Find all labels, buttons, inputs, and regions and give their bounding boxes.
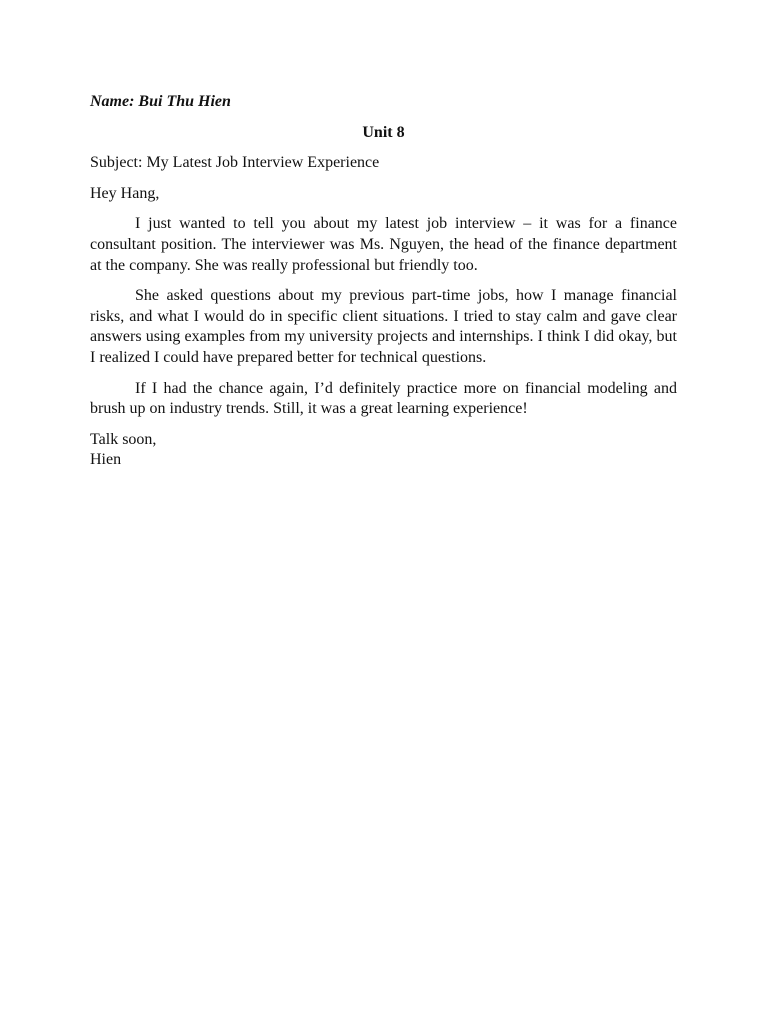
letter-signature: Hien xyxy=(90,451,122,469)
student-name: Name: Bui Thu Hien xyxy=(90,93,231,110)
letter-greeting: Hey Hang, xyxy=(90,184,160,202)
unit-title: Unit 8 xyxy=(362,123,405,141)
document-page xyxy=(90,92,677,471)
body-paragraph-1: I just wanted to tell you about my latest job interview – it was for a finance consultant position. The interviewer was Ms. Nguyen, the head of the finance department at the company. She was really professional but friendly too. xyxy=(90,215,677,274)
body-paragraph-3: If I had the chance again, I’d definitely practice more on financial modeling and brush up on industry trends. Still, it was a great learning experience! xyxy=(90,379,677,418)
letter-subject: Subject: My Latest Job Interview Experience xyxy=(90,154,380,172)
body-paragraph-2: She asked questions about my previous part-time jobs, how I manage financial risks, and what I would do in specific client situations. I tried to stay calm and gave clear answers using examples from my university projects and internships. I think I did okay, but I realized I could have prepared better for technical questions. xyxy=(90,287,677,366)
letter-closing: Talk soon, xyxy=(90,430,157,448)
